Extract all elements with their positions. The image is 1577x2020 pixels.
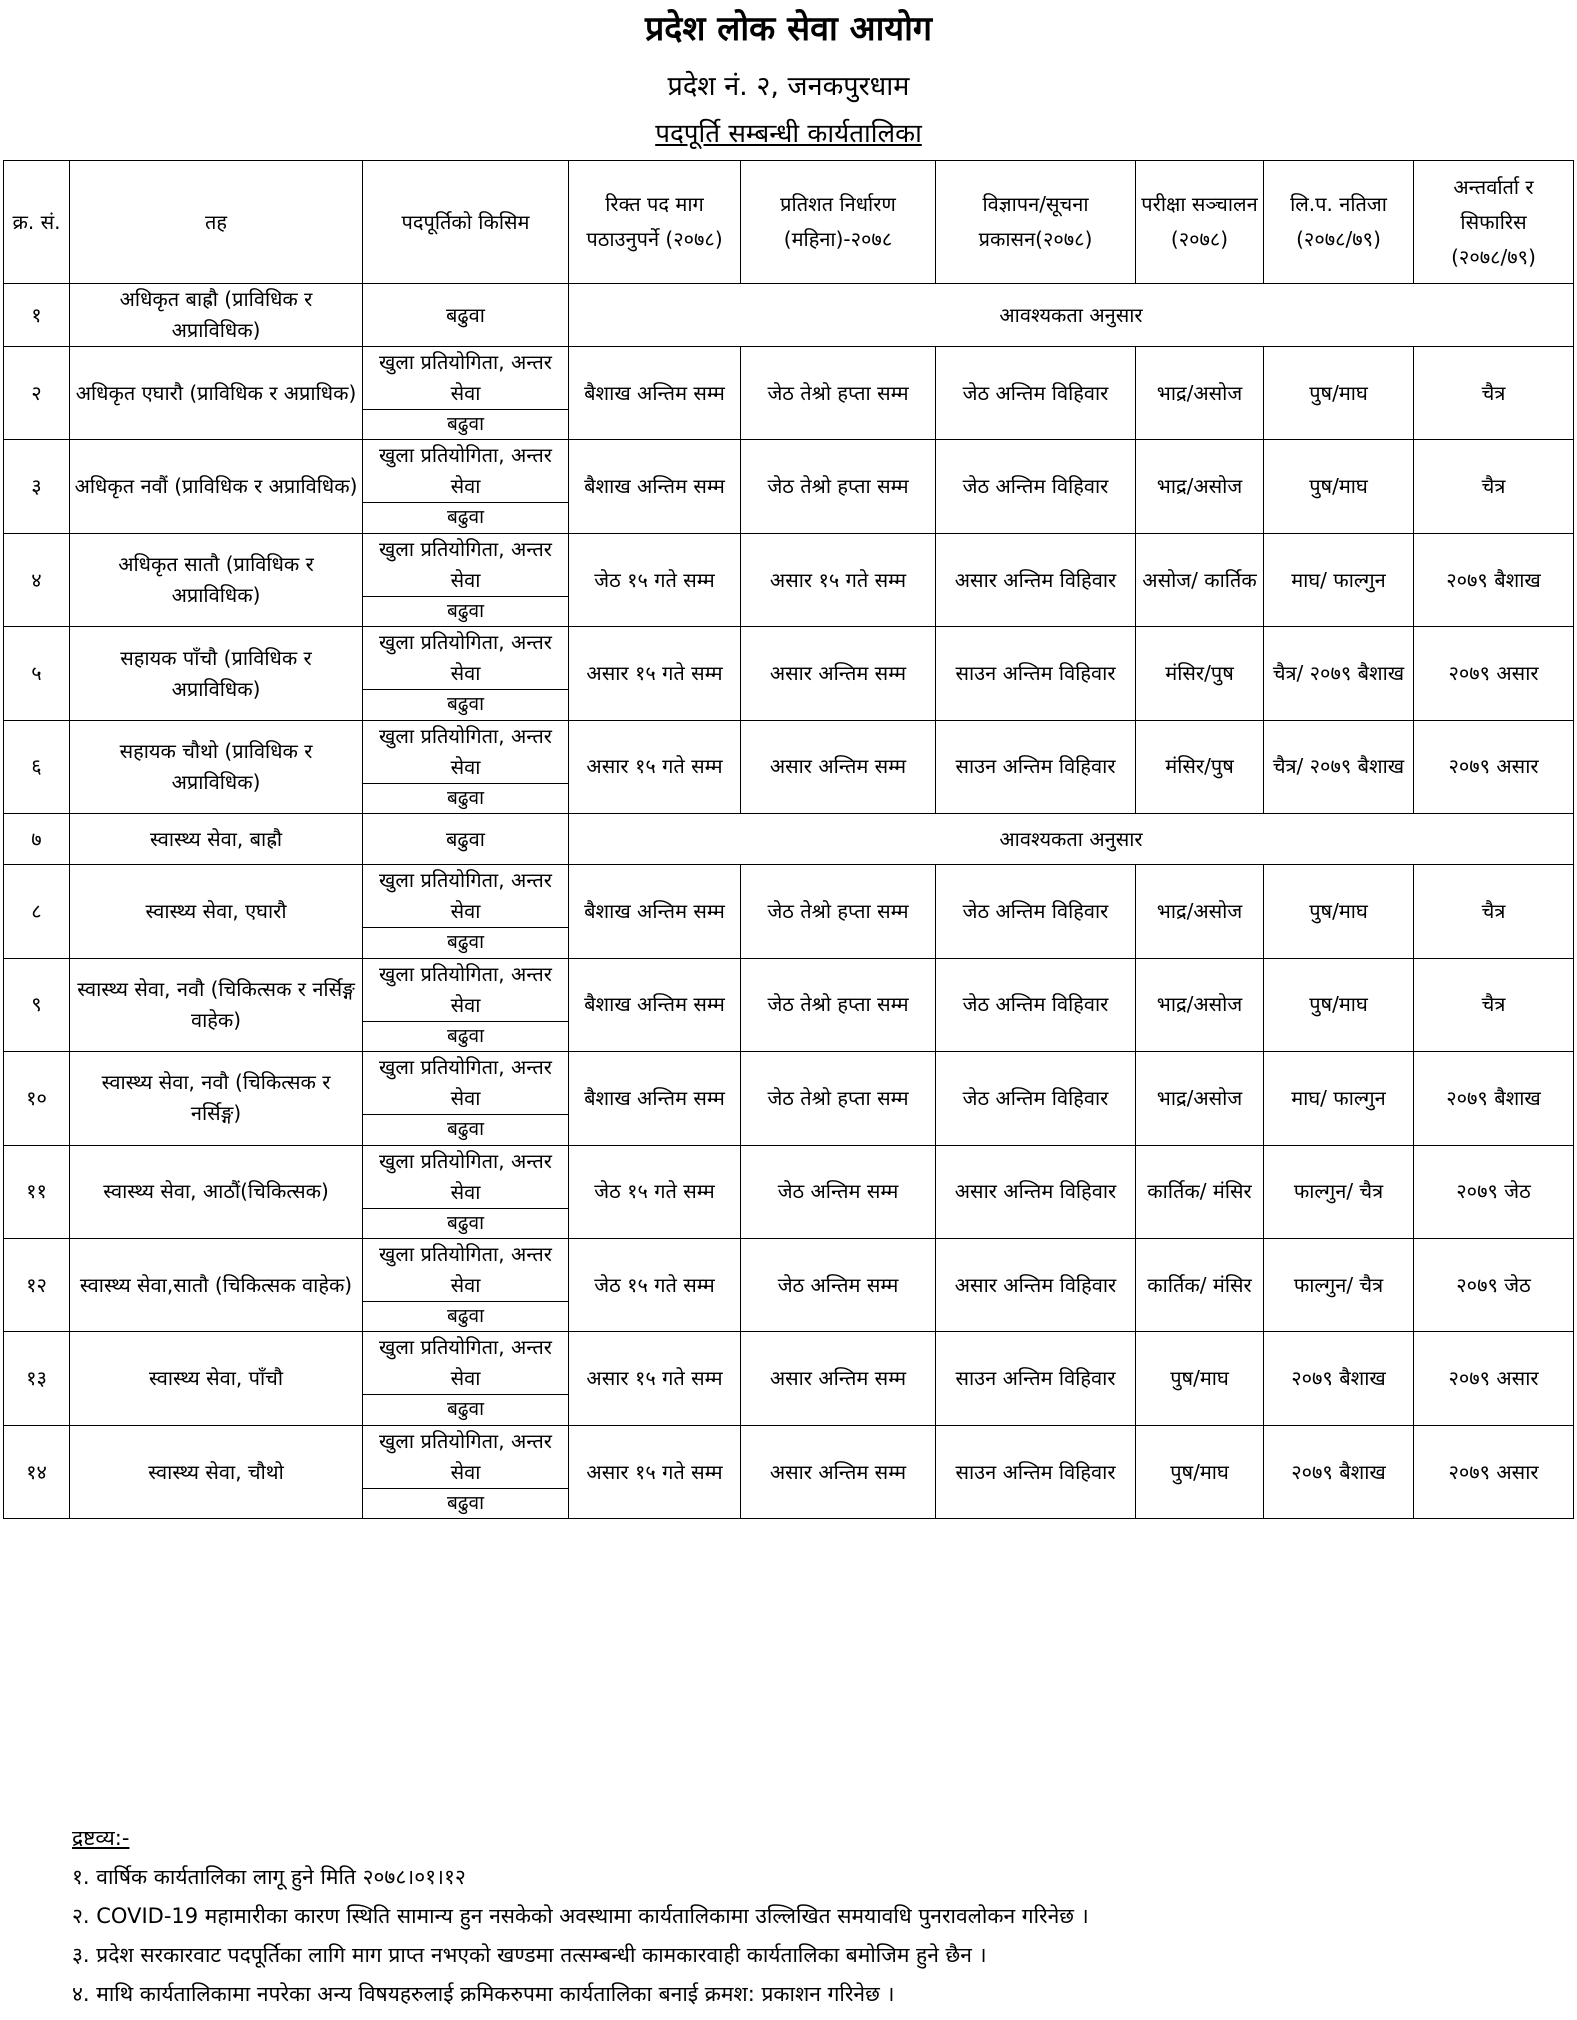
- row-type-promotion: बढुवा: [363, 503, 569, 533]
- row-type-promotion: बढुवा: [363, 410, 569, 440]
- row-interview: २०७९ असार: [1414, 627, 1574, 720]
- row-type-open: खुला प्रतियोगिता, अन्तर सेवा: [363, 865, 569, 928]
- table-row: [4, 1425, 1574, 1488]
- row-interview: चैत्र: [1414, 865, 1574, 958]
- row-interview: चैत्र: [1414, 440, 1574, 533]
- row-level: स्वास्थ्य सेवा, आठौं(चिकित्सक): [70, 1145, 363, 1238]
- row-interview: २०७९ जेठ: [1414, 1145, 1574, 1238]
- schedule-table: [3, 160, 1574, 1519]
- row-result: पुष/माघ: [1264, 347, 1414, 440]
- row-sn: १४: [4, 1425, 70, 1518]
- row-demand: असार १५ गते सम्म: [569, 1332, 741, 1425]
- row-exam: भाद्र/असोज: [1136, 865, 1264, 958]
- row-percent: जेठ तेश्रो हप्ता सम्म: [741, 958, 936, 1051]
- row-merged-note: आवश्यकता अनुसार: [569, 284, 1574, 347]
- row-type-promotion: बढुवा: [363, 1301, 569, 1331]
- row-level: स्वास्थ्य सेवा, नवौ (चिकित्सक र नर्सिङ्ग): [70, 1052, 363, 1145]
- row-advert: असार अन्तिम विहिवार: [936, 1238, 1136, 1331]
- row-merged-note: आवश्यकता अनुसार: [569, 814, 1574, 865]
- row-type-open: खुला प्रतियोगिता, अन्तर सेवा: [363, 1238, 569, 1301]
- row-result: फाल्गुन/ चैत्र: [1264, 1145, 1414, 1238]
- row-level: स्वास्थ्य सेवा,सातौ (चिकित्सक वाहेक): [70, 1238, 363, 1331]
- row-type-open: खुला प्रतियोगिता, अन्तर सेवा: [363, 958, 569, 1021]
- row-percent: असार अन्तिम सम्म: [741, 1425, 936, 1518]
- row-demand: बैशाख अन्तिम सम्म: [569, 1052, 741, 1145]
- row-level: स्वास्थ्य सेवा, नवौ (चिकित्सक र नर्सिङ्ग वाहेक): [70, 958, 363, 1051]
- col-header-result: लि.प. नतिजा (२०७८/७९): [1264, 161, 1414, 284]
- col-header-level: तह: [70, 161, 363, 284]
- row-sn: १०: [4, 1052, 70, 1145]
- row-result: पुष/माघ: [1264, 440, 1414, 533]
- row-exam: भाद्र/असोज: [1136, 347, 1264, 440]
- row-type-open: खुला प्रतियोगिता, अन्तर सेवा: [363, 627, 569, 690]
- row-type-promotion: बढुवा: [363, 783, 569, 813]
- row-sn: १३: [4, 1332, 70, 1425]
- row-result: पुष/माघ: [1264, 958, 1414, 1051]
- row-sn: ४: [4, 533, 70, 626]
- row-advert: साउन अन्तिम विहिवार: [936, 720, 1136, 813]
- table-row: [4, 347, 1574, 410]
- row-demand: असार १५ गते सम्म: [569, 627, 741, 720]
- row-level: स्वास्थ्य सेवा, बाह्रौ: [70, 814, 363, 865]
- row-level: स्वास्थ्य सेवा, पाँचौ: [70, 1332, 363, 1425]
- row-demand: जेठ १५ गते सम्म: [569, 533, 741, 626]
- header-row: [4, 161, 1574, 284]
- note-item: १. वार्षिक कार्यतालिका लागू हुने मिति २०७८।०१।१२: [72, 1865, 466, 1889]
- row-result: फाल्गुन/ चैत्र: [1264, 1238, 1414, 1331]
- row-level: अधिकृत नवौं (प्राविधिक र अप्राविधिक): [70, 440, 363, 533]
- row-type-open: खुला प्रतियोगिता, अन्तर सेवा: [363, 440, 569, 503]
- row-interview: २०७९ असार: [1414, 1332, 1574, 1425]
- row-sn: ११: [4, 1145, 70, 1238]
- row-advert: जेठ अन्तिम विहिवार: [936, 440, 1136, 533]
- row-result: २०७९ बैशाख: [1264, 1332, 1414, 1425]
- row-interview: २०७९ बैशाख: [1414, 1052, 1574, 1145]
- table-row: [4, 1332, 1574, 1395]
- row-advert: असार अन्तिम विहिवार: [936, 1145, 1136, 1238]
- row-sn: ८: [4, 865, 70, 958]
- col-header-percent: प्रतिशत निर्धारण (महिना)-२०७८: [741, 161, 936, 284]
- row-sn: ९: [4, 958, 70, 1051]
- table-row: [4, 1145, 1574, 1208]
- province-subtitle: प्रदेश नं. २, जनकपुरधाम: [667, 71, 910, 102]
- row-type-open: खुला प्रतियोगिता, अन्तर सेवा: [363, 1052, 569, 1115]
- row-percent: जेठ अन्तिम सम्म: [741, 1238, 936, 1331]
- row-exam: भाद्र/असोज: [1136, 1052, 1264, 1145]
- table-row: [4, 627, 1574, 690]
- table-row: [4, 440, 1574, 503]
- col-header-sn: क्र. सं.: [4, 161, 70, 284]
- row-interview: २०७९ असार: [1414, 1425, 1574, 1518]
- col-header-demand: रिक्त पद माग पठाउनुपर्ने (२०७८): [569, 161, 741, 284]
- row-exam: मंसिर/पुष: [1136, 720, 1264, 813]
- row-type-open: खुला प्रतियोगिता, अन्तर सेवा: [363, 720, 569, 783]
- row-interview: २०७९ जेठ: [1414, 1238, 1574, 1331]
- row-type-open: खुला प्रतियोगिता, अन्तर सेवा: [363, 347, 569, 410]
- row-exam: कार्तिक/ मंसिर: [1136, 1238, 1264, 1331]
- row-sn: ५: [4, 627, 70, 720]
- row-exam: भाद्र/असोज: [1136, 440, 1264, 533]
- row-advert: जेठ अन्तिम विहिवार: [936, 1052, 1136, 1145]
- col-header-advert: विज्ञापन/सूचना प्रकासन(२०७८): [936, 161, 1136, 284]
- row-type-promotion: बढुवा: [363, 284, 569, 347]
- note-item: ४. माथि कार्यतालिकामा नपरेका अन्य विषयहरुलाई क्रमिकरुपमा कार्यतालिका बनाई क्रमश: प्रकाशन गरिनेछ ।: [72, 1982, 895, 2006]
- row-level: अधिकृत बाह्रौ (प्राविधिक र अप्राविधिक): [70, 284, 363, 347]
- row-level: सहायक चौथो (प्राविधिक र अप्राविधिक): [70, 720, 363, 813]
- row-level: स्वास्थ्य सेवा, चौथो: [70, 1425, 363, 1518]
- row-type-promotion: बढुवा: [363, 814, 569, 865]
- col-header-exam: परीक्षा सञ्चालन (२०७८): [1136, 161, 1264, 284]
- row-sn: २: [4, 347, 70, 440]
- row-type-promotion: बढुवा: [363, 928, 569, 958]
- col-header-interview: अन्तर्वार्ता र सिफारिस (२०७८/७९): [1414, 161, 1574, 284]
- row-result: माघ/ फाल्गुन: [1264, 533, 1414, 626]
- row-level: अधिकृत एघारौ (प्राविधिक र अप्राधिक): [70, 347, 363, 440]
- row-percent: जेठ तेश्रो हप्ता सम्म: [741, 865, 936, 958]
- row-level: अधिकृत सातौ (प्राविधिक र अप्राविधिक): [70, 533, 363, 626]
- row-demand: बैशाख अन्तिम सम्म: [569, 958, 741, 1051]
- row-demand: बैशाख अन्तिम सम्म: [569, 440, 741, 533]
- row-level: स्वास्थ्य सेवा, एघारौ: [70, 865, 363, 958]
- row-type-promotion: बढुवा: [363, 1208, 569, 1238]
- row-level: सहायक पाँचौ (प्राविधिक र अप्राविधिक): [70, 627, 363, 720]
- row-advert: जेठ अन्तिम विहिवार: [936, 347, 1136, 440]
- row-type-promotion: बढुवा: [363, 1395, 569, 1425]
- row-percent: जेठ तेश्रो हप्ता सम्म: [741, 1052, 936, 1145]
- row-result: २०७९ बैशाख: [1264, 1425, 1414, 1518]
- row-percent: जेठ तेश्रो हप्ता सम्म: [741, 347, 936, 440]
- row-exam: असोज/ कार्तिक: [1136, 533, 1264, 626]
- row-type-open: खुला प्रतियोगिता, अन्तर सेवा: [363, 1145, 569, 1208]
- row-demand: जेठ १५ गते सम्म: [569, 1238, 741, 1331]
- row-interview: चैत्र: [1414, 958, 1574, 1051]
- row-type-promotion: बढुवा: [363, 1488, 569, 1518]
- row-result: चैत्र/ २०७९ बैशाख: [1264, 720, 1414, 813]
- row-type-open: खुला प्रतियोगिता, अन्तर सेवा: [363, 1425, 569, 1488]
- row-advert: साउन अन्तिम विहिवार: [936, 627, 1136, 720]
- row-percent: असार १५ गते सम्म: [741, 533, 936, 626]
- row-exam: भाद्र/असोज: [1136, 958, 1264, 1051]
- row-type-promotion: बढुवा: [363, 690, 569, 720]
- table-row: [4, 1238, 1574, 1301]
- row-exam: पुष/माघ: [1136, 1425, 1264, 1518]
- row-exam: मंसिर/पुष: [1136, 627, 1264, 720]
- note-item: २. COVID-19 महामारीका कारण स्थिति सामान्य हुन नसकेको अवस्थामा कार्यतालिकामा उल्लिखित समयावधि पुनरावलोकन गरिनेछ ।: [72, 1904, 1089, 1928]
- row-interview: २०७९ असार: [1414, 720, 1574, 813]
- row-sn: ६: [4, 720, 70, 813]
- row-type-promotion: बढुवा: [363, 1021, 569, 1051]
- row-advert: जेठ अन्तिम विहिवार: [936, 958, 1136, 1051]
- row-demand: बैशाख अन्तिम सम्म: [569, 865, 741, 958]
- row-advert: साउन अन्तिम विहिवार: [936, 1425, 1136, 1518]
- row-type-open: खुला प्रतियोगिता, अन्तर सेवा: [363, 1332, 569, 1395]
- row-percent: असार अन्तिम सम्म: [741, 627, 936, 720]
- row-result: पुष/माघ: [1264, 865, 1414, 958]
- notes-title: द्रष्टव्य:-: [72, 1826, 130, 1850]
- row-demand: जेठ १५ गते सम्म: [569, 1145, 741, 1238]
- row-type-promotion: बढुवा: [363, 1115, 569, 1145]
- row-sn: ७: [4, 814, 70, 865]
- row-demand: असार १५ गते सम्म: [569, 720, 741, 813]
- note-item: ३. प्रदेश सरकारवाट पदपूर्तिका लागि माग प्राप्त नभएको खण्डमा तत्सम्बन्धी कामकारवाही कार्यतालिका बमोजिम हुने छैन ।: [72, 1943, 987, 1967]
- row-exam: पुष/माघ: [1136, 1332, 1264, 1425]
- row-percent: असार अन्तिम सम्म: [741, 720, 936, 813]
- notes-section: [72, 1819, 1089, 2014]
- commission-title: प्रदेश लोक सेवा आयोग: [644, 9, 933, 49]
- row-type-open: खुला प्रतियोगिता, अन्तर सेवा: [363, 533, 569, 596]
- row-exam: कार्तिक/ मंसिर: [1136, 1145, 1264, 1238]
- table-row: [4, 533, 1574, 596]
- row-sn: १: [4, 284, 70, 347]
- table-row: [4, 1052, 1574, 1115]
- col-header-type: पदपूर्तिको किसिम: [363, 161, 569, 284]
- table-row: [4, 865, 1574, 928]
- row-interview: चैत्र: [1414, 347, 1574, 440]
- table-row: [4, 814, 1574, 865]
- row-result: चैत्र/ २०७९ बैशाख: [1264, 627, 1414, 720]
- row-percent: असार अन्तिम सम्म: [741, 1332, 936, 1425]
- row-sn: १२: [4, 1238, 70, 1331]
- row-advert: साउन अन्तिम विहिवार: [936, 1332, 1136, 1425]
- row-interview: २०७९ बैशाख: [1414, 533, 1574, 626]
- row-demand: असार १५ गते सम्म: [569, 1425, 741, 1518]
- row-demand: बैशाख अन्तिम सम्म: [569, 347, 741, 440]
- table-row: [4, 958, 1574, 1021]
- table-row: [4, 720, 1574, 783]
- row-advert: असार अन्तिम विहिवार: [936, 533, 1136, 626]
- row-advert: जेठ अन्तिम विहिवार: [936, 865, 1136, 958]
- schedule-body: [4, 284, 1574, 1519]
- row-type-promotion: बढुवा: [363, 596, 569, 626]
- document-title: पदपूर्ति सम्बन्धी कार्यतालिका: [655, 119, 922, 149]
- row-result: माघ/ फाल्गुन: [1264, 1052, 1414, 1145]
- table-row: [4, 284, 1574, 347]
- row-percent: जेठ अन्तिम सम्म: [741, 1145, 936, 1238]
- row-percent: जेठ तेश्रो हप्ता सम्म: [741, 440, 936, 533]
- row-sn: ३: [4, 440, 70, 533]
